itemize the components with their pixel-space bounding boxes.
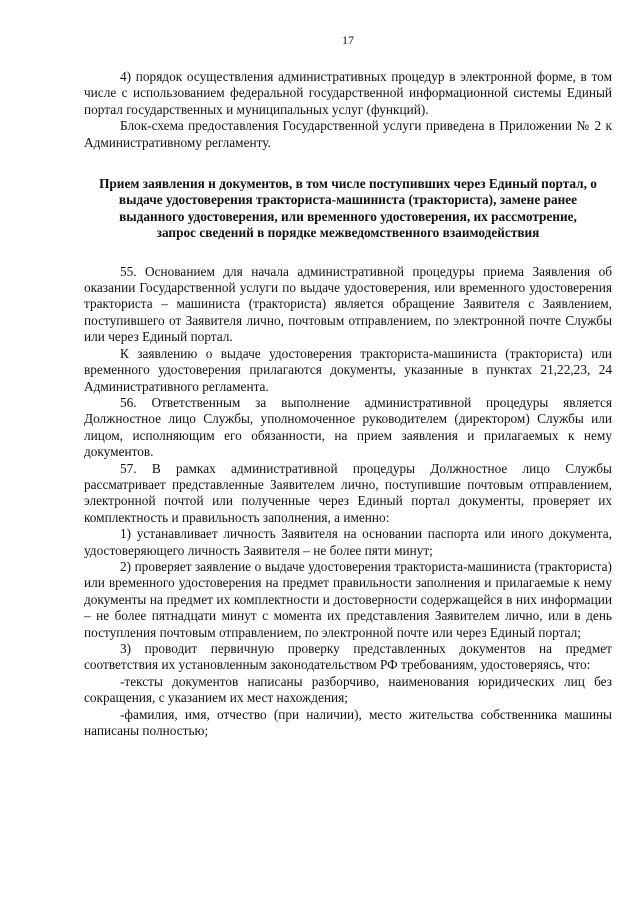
paragraph-57-item-2: 2) проверяет заявление о выдаче удостоверения тракториста-машиниста (тракториста) или временного удостоверения на предмет правильности заполнения и прилагаемые к нему документы на предмет их комплектности и достоверности содержащейся в них информации – не более пятнадцати минут с момента их представления Заявителем лично, или в день поступления почтовым отправлением, по электронной почте или через Единый портал; — [84, 558, 612, 640]
paragraph-dash-name: -фамилия, имя, отчество (при наличии), место жительства собственника машины написаны полностью; — [84, 706, 612, 739]
section-heading: Прием заявления и документов, в том числе поступивших через Единый портал, о выдаче удостоверения тракториста-машиниста (тракториста), замене ранее выданного удостоверения, или временного удостоверения, их рассмотрение, запрос сведений в порядке межведомственного взаимодействия — [99, 176, 597, 241]
paragraph-55: 55. Основанием для начала административной процедуры приема Заявления об оказании Государственной услуги по выдаче удостоверения, или временного удостоверения тракториста – машиниста (тракториста) является обращение Заявителя с Заявлением, поступившего от Заявителя лично, почтовым отправлением, по электронной почте Службы или через Единый портал. — [84, 263, 612, 345]
paragraph-57-item-3: 3) проводит первичную проверку представленных документов на предмет соответствия их установленным законодательством РФ требованиям, удостоверяясь, что: — [84, 641, 612, 673]
paragraph-57: 57. В рамках административной процедуры Должностное лицо Службы рассматривает представленные Заявителем лично, поступившие почтовым отправлением, электронной почтой или полученные через Единый портал документы, проверяет их комплектность и правильность заполнения, а именно: — [84, 460, 612, 525]
paragraph-56: 56. Ответственным за выполнение административной процедуры является Должностное лицо Службы, уполномоченное руководителем (директором) Службы или лицом, исполняющим его обязанности, на прием заявления и прилагаемых к нему документов. — [84, 394, 612, 460]
paragraph-attachments: К заявлению о выдаче удостоверения тракториста-машиниста (тракториста) или временного удостоверения прилагаются документы, указанные в пунктах 21,22,23, 24 Административного регламента. — [84, 345, 612, 394]
paragraph-block-scheme: Блок-схема предоставления Государственной услуги приведена в Приложении № 2 к Административному регламенту. — [84, 118, 612, 150]
paragraph-dash-texts: -тексты документов написаны разборчиво, наименования юридических лиц без сокращения, с указанием их мест нахождения; — [84, 673, 612, 706]
paragraph-procedure-4: 4) порядок осуществления административных процедур в электронной форме, в том числе с использованием федеральной государственной информационной системы Единый портал государственных и муниципальных услуг (функций). — [84, 69, 612, 117]
page-number: 17 — [342, 33, 354, 47]
paragraph-57-item-1: 1) устанавливает личность Заявителя на основании паспорта или иного документа, удостоверяющего личность Заявителя – не более пяти минут; — [84, 526, 612, 558]
